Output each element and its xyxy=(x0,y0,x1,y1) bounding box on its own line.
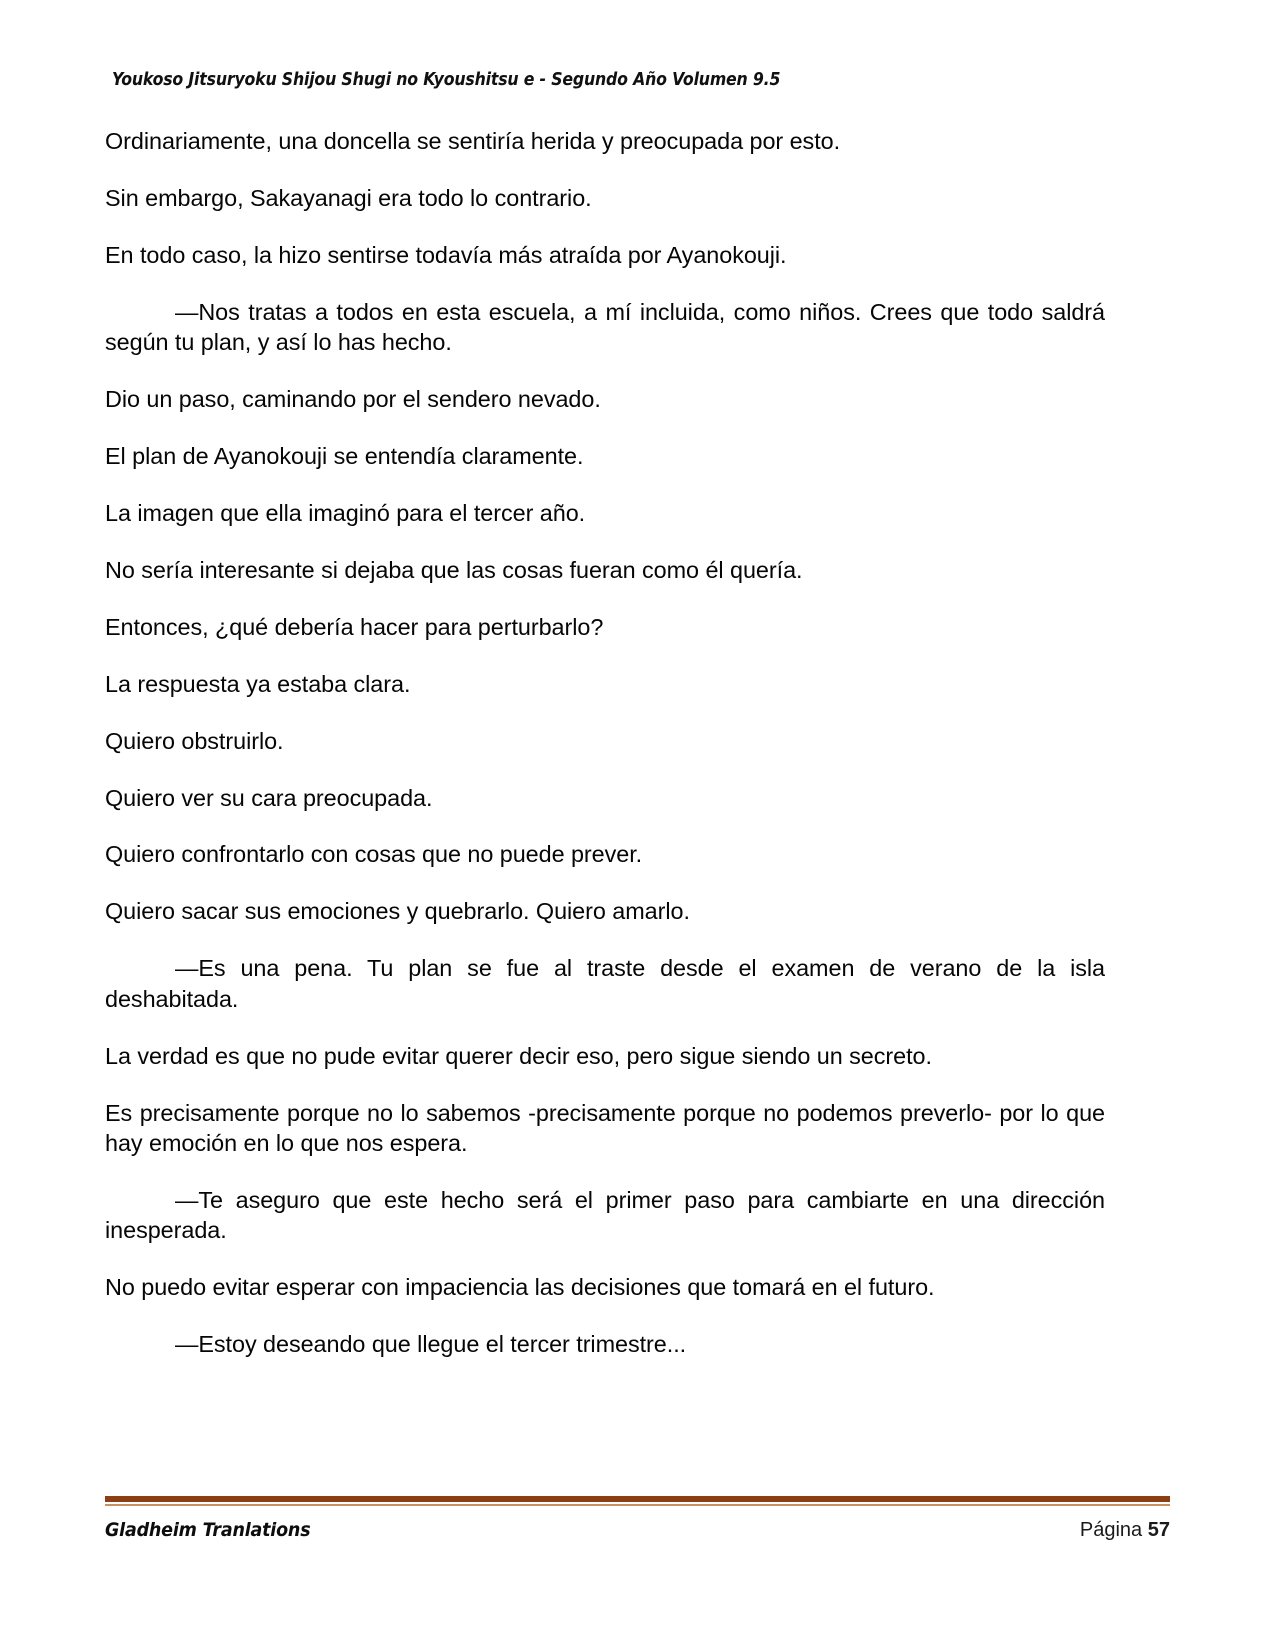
page-number-label: Página xyxy=(1079,1519,1143,1541)
body-paragraph: La respuesta ya estaba clara. xyxy=(105,670,411,697)
footer-translator-credit: Gladheim Tranlations xyxy=(105,1519,311,1541)
body-paragraph: Quiero sacar sus emociones y quebrarlo. Quiero amarlo. xyxy=(105,898,690,925)
body-paragraph: Ordinariamente, una doncella se sentiría herida y preocupada por esto. xyxy=(105,128,841,154)
body-paragraph: No sería interesante si dejaba que las cosas fueran como él quería. xyxy=(105,556,803,583)
body-paragraph: En todo caso, la hizo sentirse todavía más atraída por Ayanokouji. xyxy=(105,241,787,268)
body-paragraph: No puedo evitar esperar con impaciencia las decisiones que tomará en el futuro. xyxy=(105,1274,935,1301)
running-header-title: Youkoso Jitsuryoku Shijou Shugi no Kyoushitsu e - Segundo Año Volumen 9.5 xyxy=(112,70,781,90)
body-paragraph: —Te aseguro que este hecho será el primer paso para cambiarte en una dirección inesperada. xyxy=(105,1186,1105,1244)
body-paragraph: Es precisamente porque no lo sabemos -precisamente porque no podemos preverlo- por lo que hay emoción en lo que nos espera. xyxy=(105,1099,1105,1157)
footer-page-number xyxy=(1080,1519,1170,1542)
body-text-column xyxy=(105,126,1105,1360)
footer-divider-rule xyxy=(105,1496,1170,1506)
body-paragraph: La imagen que ella imaginó para el tercer año. xyxy=(105,499,586,526)
body-paragraph: —Estoy deseando que llegue el tercer trimestre... xyxy=(175,1331,687,1358)
body-paragraph: Sin embargo, Sakayanagi era todo lo contrario. xyxy=(105,184,592,211)
footer-content-row xyxy=(105,1519,1170,1542)
body-paragraph: Quiero ver su cara preocupada. xyxy=(105,784,433,811)
body-paragraph: Quiero confrontarlo con cosas que no puede prever. xyxy=(105,841,643,868)
footer-rule-thick-band xyxy=(105,1496,1170,1502)
body-paragraph: La verdad es que no pude evitar querer decir eso, pero sigue siendo un secreto. xyxy=(105,1042,932,1069)
body-paragraph: Dio un paso, caminando por el sendero nevado. xyxy=(105,386,601,413)
body-paragraph: El plan de Ayanokouji se entendía claramente. xyxy=(105,443,584,470)
page-number-value: 57 xyxy=(1147,1519,1170,1541)
body-paragraph: —Nos tratas a todos en esta escuela, a mí incluida, como niños. Crees que todo saldrá según tu plan, y así lo has hecho. xyxy=(105,298,1105,356)
page-footer xyxy=(105,1496,1170,1542)
body-paragraph: Quiero obstruirlo. xyxy=(105,727,284,754)
footer-rule-thin-band xyxy=(105,1504,1170,1506)
body-paragraph: Entonces, ¿qué debería hacer para perturbarlo? xyxy=(105,613,604,640)
body-paragraph: —Es una pena. Tu plan se fue al traste desde el examen de verano de la isla deshabitada. xyxy=(105,955,1105,1012)
